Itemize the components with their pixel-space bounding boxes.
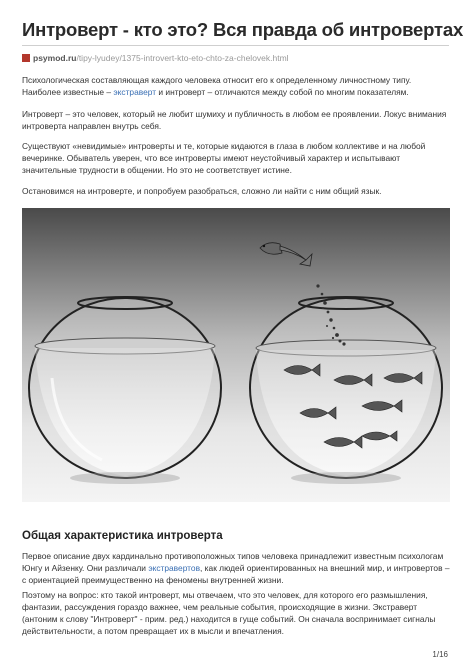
paragraph-4: Остановимся на интроверте, и попробуем разобраться, сложно ли найти с ним общий язык. — [22, 186, 382, 196]
source-line — [22, 53, 289, 63]
paragraph-6: Поэтому на вопрос: кто такой интроверт, мы отвечаем, что это человек, для которого его размышления, фантазии, рассуждения гораздо важнее, чем реальные события, происходящие в жизни. Экстраверт (антоним к слову "Интроверт" - прим. ред.) находится в гуще событий. Он сначала воспринимает сигналы действительности, а потом превращает их в мысли и впечатления. — [22, 590, 436, 636]
extravert-link[interactable]: экстраверт — [113, 87, 157, 97]
title-divider — [22, 45, 449, 46]
paragraph-5 — [22, 550, 452, 586]
paragraph-1 — [22, 74, 452, 98]
paragraph-1-text-a: Психологическая составляющая каждого человека относит его к определенному личностному типу. Наиболее известные – — [22, 75, 412, 97]
paragraph-3: Существуют «невидимые» интроверты и те, которые кидаются в глаза в любом коллективе и на любой вечеринке. Обыватель уверен, что все интроверты имеют неустойчивый характер и испытывают значительные трудности в общении. Но это не соответствует истине. — [22, 141, 426, 175]
page-title: Интроверт - кто это? Вся правда об интровертах — [22, 19, 464, 40]
paragraph-1-text-b: и интроверт – отличаются между собой по многим показателям. — [156, 87, 409, 97]
extraverts-link[interactable]: экстравертов — [148, 563, 201, 573]
section-heading: Общая характеристика интроверта — [22, 530, 223, 542]
site-favicon-icon — [22, 54, 30, 62]
page-number: 1/16 — [432, 650, 448, 659]
fishbowl-photo — [22, 208, 450, 502]
source-path[interactable]: /tipy-lyudey/1375-introvert-kto-eto-chto-za-chelovek.html — [76, 53, 289, 63]
paragraph-5-text-b: , как людей ориентированных на внешний мир, и интровертов – с ориентацией преимущественно на феномены внутренней жизни. — [22, 563, 450, 585]
paragraph-2: Интроверт – это человек, который не любит шумиху и публичность в любом ее проявлении. Локус внимания интроверта направлен внутрь себя. — [22, 109, 447, 131]
paragraph-5-text-a: Первое описание двух кардинально противоположных типов человека принадлежит известным психологам Юнгу и Айзенку. Они различали — [22, 551, 444, 573]
source-site[interactable]: psymod.ru — [33, 53, 77, 63]
